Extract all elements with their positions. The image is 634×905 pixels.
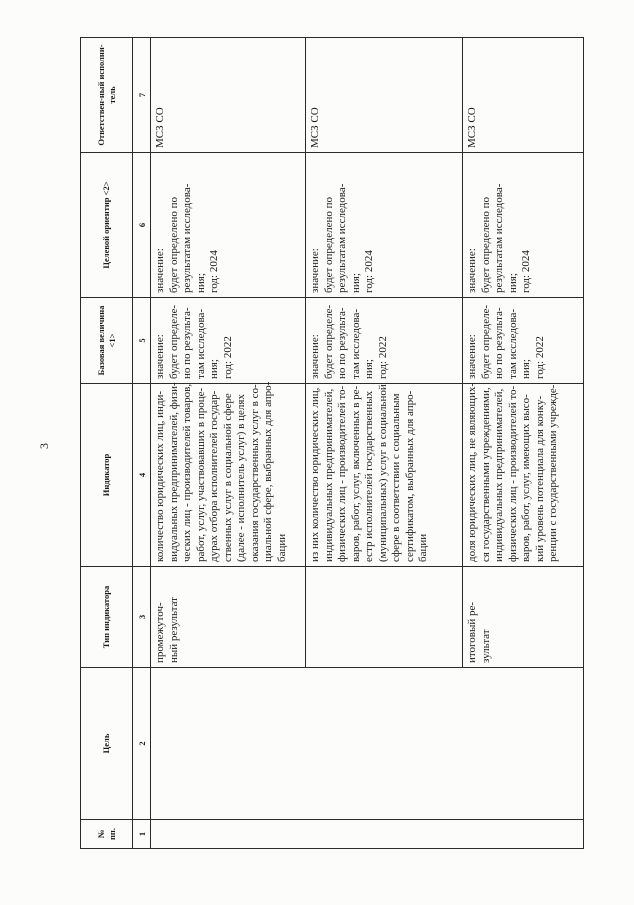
cell-line: ния; [194,273,207,293]
colnum-3: 3 [133,567,151,668]
cell-line: сертификатом, выбранных для апро- [403,390,416,562]
header-indicator: Индикатор [81,384,133,567]
cell-line: ния; [208,359,220,379]
cell-line: но по результа- [493,307,505,379]
cell-line: там исследова- [194,308,207,379]
cell-line: доля юридических лиц, не являющих- [466,382,478,562]
cell-line: варов, работ, услуг, имеющих высо- [520,394,532,562]
cell-line: физических лиц - производителей то- [506,385,519,562]
cell-line: год: 2022 [376,336,389,379]
indicator-cell [306,384,463,567]
cell-line: но по результа- [336,307,348,379]
cell-line: там исследова- [349,308,362,379]
cell-line: зультат [479,629,492,663]
cell-line: дурах отбора исполнителей государ- [208,390,220,562]
cell-line: индивидуальных предпринимателей, [322,388,335,562]
cell-line: бации [275,533,288,562]
indicators-table [80,37,584,849]
cell-line: год: 2024 [363,250,375,293]
header-base-value: Базовая величина <1> [81,298,133,384]
cell-line: итоговый ре- [466,601,478,663]
cell-line: (муниципальных) услуг в социальной [376,384,389,562]
indicator-type-cell [306,567,463,668]
cell-line: сфере в соответствии с социальным [390,393,402,562]
cell-line: там исследова- [506,308,519,379]
cell-line: результатам исследова- [493,183,505,293]
column-number-row [133,38,151,849]
cell-line: будет определе- [167,304,180,379]
indicator-cell [463,384,584,567]
header-responsible: Ответствен-ный исполни-тель [81,38,133,153]
cell-line: год: 2022 [533,336,546,379]
cell-line: значение: [466,248,478,293]
cell-line: ся государственными учреждениями, [479,387,492,562]
colnum-2: 2 [133,668,151,820]
table-row [151,38,306,849]
cell-line: значение: [154,334,166,379]
cell-line: значение: [466,334,478,379]
header-row [81,38,133,849]
cell-line: будет определено по [322,196,335,293]
base-value-cell [306,298,463,384]
cell-line: значение: [309,334,321,379]
header-goal: Цель [81,668,133,820]
cell-line: ния; [520,359,532,379]
indicator-type-cell [151,567,306,668]
cell-line: но по результа- [181,307,193,379]
cell-line: год: 2022 [221,336,234,379]
cell-line: кий уровень потенциала для конку- [533,395,546,562]
cell-line: ческих лиц - производителей товаров, [181,383,193,562]
cell-line: из них количество юридических лиц, [309,387,321,562]
colnum-1: 1 [133,820,151,849]
cell-line: будет определе- [479,304,492,379]
base-value-cell [151,298,306,384]
base-value-cell [463,298,584,384]
cell-line: (далее - исполнитель услуг) в целях [235,394,247,562]
cell-line: будет определено по [479,196,492,293]
cell-line: будет определено по [167,196,180,293]
target-cell [151,153,306,298]
colnum-7: 7 [133,38,151,153]
cell-line: циальной сфере, выбранных для апро- [262,381,274,562]
target-cell [463,153,584,298]
colnum-4: 4 [133,384,151,567]
indicator-cell [151,381,306,567]
cell-line: работ, услуг, участвовавших в проце- [194,387,207,562]
cell-line: значение: [154,248,166,293]
cell-line: бации [417,533,429,562]
cell-line: естр исполнителей государственных [363,390,375,562]
cell-line: варов, работ, услуг, включенных в ре- [349,385,362,562]
rotated-table-container [80,38,583,849]
cell-line: значение: [309,248,321,293]
cell-line: видуальных предпринимателей, физи- [167,382,180,562]
target-cell [306,153,463,298]
cell-line: промежуточ- [154,602,166,663]
cell-line: оказания государственных услуг в со- [248,384,261,562]
responsible-cell: МСЗ СО [151,38,306,153]
indicator-type-cell [463,567,584,668]
header-indicator-type: Тип индикатора [81,567,133,668]
cell-line: ный результат [167,597,180,663]
cell-line: количество юридических лиц, инди- [154,390,166,562]
responsible-cell: МСЗ СО [463,38,584,153]
cell-line: ренции с государственными учрежде- [547,384,559,562]
colnum-5: 5 [133,298,151,384]
cell-line: результатам исследова- [336,183,348,293]
cell-line: ния; [349,273,362,293]
cell-line: год: 2024 [208,250,220,293]
responsible-cell: МСЗ СО [306,38,463,153]
cell-line: ния; [506,273,519,293]
header-num: № пп. [81,820,133,849]
cell-line: год: 2024 [520,250,532,293]
header-target: Целевой ориентир <2> [81,153,133,298]
row-num-cell [151,820,584,849]
cell-line: индивидуальных предпринимателей, [493,388,505,562]
page-number: 3 [37,443,51,449]
cell-line: результатам исследова- [181,183,193,293]
cell-line: ния; [363,359,375,379]
cell-line: ственных услуг в социальной сфере [221,393,234,562]
colnum-6: 6 [133,153,151,298]
cell-line: будет определе- [322,304,335,379]
cell-line: физических лиц - производителей то- [336,385,348,562]
goal-cell [151,668,584,820]
